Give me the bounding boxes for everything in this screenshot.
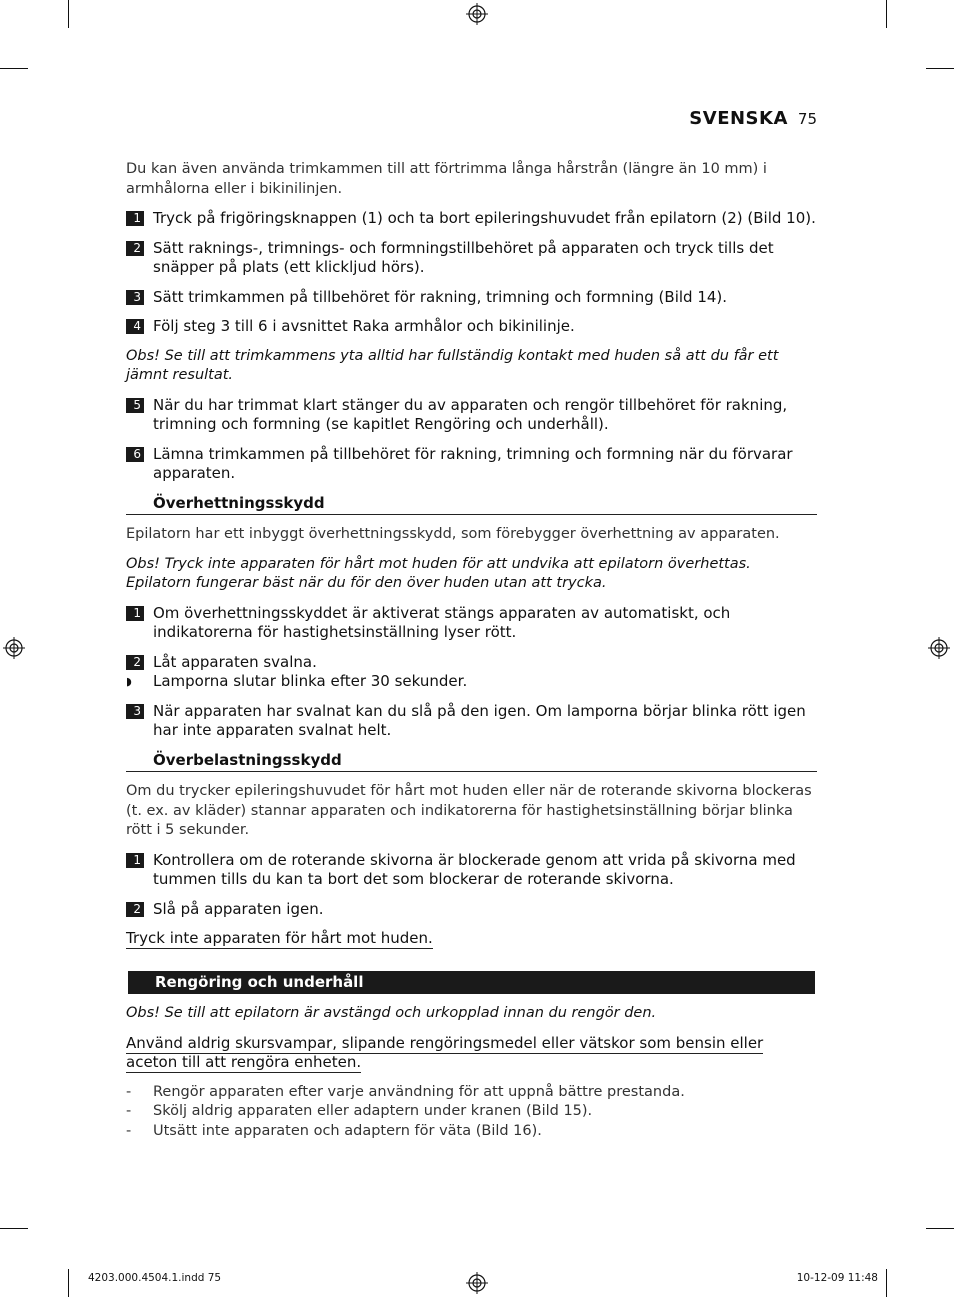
step-text: Tryck på frigöringsknappen (1) och ta bort epileringshuvudet från epilatorn (2) (Bild 10). — [153, 209, 816, 227]
step-text: Lämna trimkammen på tillbehöret för rakning, trimning och formning när du förvarar apparaten. — [153, 444, 793, 482]
dash-icon: - — [126, 1083, 132, 1100]
step — [126, 445, 817, 484]
step-text: Sätt trimkammen på tillbehöret för rakning, trimning och formning (Bild 14). — [153, 287, 728, 306]
step-text: Sätt raknings-, trimnings- och formningstillbehöret på apparaten och tryck tills det snäpper på plats (ett klickljud hörs). — [153, 238, 774, 276]
intro-paragraph: Du kan även använda trimkammen till att förtrimma långa hårstrån (längre än 10 mm) i armhålorna eller i bikinilinjen. — [126, 161, 767, 197]
step-text: När du har trimmat klart stänger du av apparaten och rengör tillbehöret för rakning, trimning och formning (se kapitlet Rengöring och underhåll). — [153, 395, 788, 433]
footer-date: 10-12-09 11:48 — [796, 1272, 878, 1284]
step-result — [126, 672, 817, 692]
language-label: SVENSKA — [689, 108, 788, 129]
result-marker-icon: ◗ — [126, 675, 132, 688]
step-text: Om överhettningsskyddet är aktiverat stängs apparaten av automatiskt, och indikatorerna för hastighetsinställning lyser rött. — [153, 603, 731, 641]
step — [126, 317, 817, 337]
warning-paragraph — [126, 929, 817, 949]
note: Obs! Se till att trimkammens yta alltid har fullständig kontakt med huden så att du får ett jämnt resultat. — [126, 347, 779, 383]
step-text: Låt apparaten svalna. — [153, 652, 317, 671]
crop-mark — [68, 0, 69, 28]
step-text: Kontrollera om de roterande skivorna är blockerade genom att vrida på skivorna med tummen tills du kan ta bort det som blockerar de roterande skivorna. — [153, 850, 796, 888]
crop-mark — [886, 1269, 887, 1297]
crop-mark — [0, 1228, 28, 1229]
note: Obs! Se till att epilatorn är avstängd och urkopplad innan du rengör den. — [126, 1005, 657, 1021]
step — [126, 851, 817, 890]
dash-icon: - — [126, 1103, 132, 1119]
list-item-text: Skölj aldrig apparaten eller adaptern under kranen (Bild 15). — [153, 1103, 593, 1119]
crop-mark — [0, 68, 28, 69]
overheat-paragraph: Epilatorn har ett inbyggt överhettningsskydd, som förebygger överhettning av apparaten. — [126, 526, 780, 542]
step-text: Följ steg 3 till 6 i avsnittet Raka armhålor och bikinilinje. — [153, 317, 575, 335]
step — [126, 900, 817, 920]
step — [126, 702, 817, 741]
step-number: 1 — [126, 853, 144, 868]
list-item — [126, 1102, 817, 1122]
warning-text: Använd aldrig skursvampar, slipande rengöringsmedel eller vätskor som bensin eller aceton till att rengöra enheten. — [126, 1033, 764, 1071]
step-number: 3 — [126, 704, 144, 719]
step — [126, 653, 817, 673]
list-item — [126, 1083, 817, 1103]
step-number: 5 — [126, 398, 144, 413]
page-number: 75 — [797, 110, 817, 128]
section-heading-overheat: Överhettningsskydd — [126, 494, 817, 516]
list-item-text: Utsätt inte apparaten och adaptern för väta (Bild 16). — [153, 1122, 542, 1139]
step-text: Slå på apparaten igen. — [153, 899, 324, 918]
crop-mark — [926, 68, 954, 69]
step-number: 2 — [126, 241, 144, 256]
step — [126, 604, 817, 643]
step — [126, 239, 817, 278]
section-heading-cleaning: Rengöring och underhåll — [128, 971, 815, 995]
step-text: När apparaten har svalnat kan du slå på den igen. Om lamporna börjar blinka rött igen har inte apparaten svalnat helt. — [153, 701, 806, 739]
crop-mark — [926, 1228, 954, 1229]
registration-mark-icon — [466, 1272, 488, 1294]
registration-mark-icon — [928, 637, 950, 659]
list-item — [126, 1122, 817, 1142]
step-number: 3 — [126, 290, 144, 305]
result-text: Lamporna slutar blinka efter 30 sekunder. — [153, 672, 468, 690]
crop-mark — [886, 0, 887, 28]
step — [126, 209, 817, 229]
crop-mark — [68, 1269, 69, 1297]
step-number: 4 — [126, 319, 144, 334]
step-number: 2 — [126, 902, 144, 917]
overload-paragraph: Om du trycker epileringshuvudet för hårt mot huden eller när de roterande skivorna blockeras (t. ex. av kläder) stannar apparaten och indikatorerna för hastighetsinställning börjar blinka rött i 5 sekunder. — [126, 783, 812, 838]
step-number: 1 — [126, 211, 144, 226]
step-number: 6 — [126, 447, 144, 462]
footer-file: 4203.000.4504.1.indd 75 — [88, 1272, 222, 1284]
step-number: 1 — [126, 606, 144, 621]
note: Obs! Tryck inte apparaten för hårt mot huden för att undvika att epilatorn överhettas. Epilatorn fungerar bäst när du för den över huden utan att trycka. — [126, 555, 751, 591]
section-heading-overload: Överbelastningsskydd — [126, 751, 817, 773]
registration-mark-icon — [466, 3, 488, 25]
list-item-text: Rengör apparaten efter varje användning för att uppnå bättre prestanda. — [153, 1083, 685, 1100]
step — [126, 288, 817, 308]
registration-mark-icon — [3, 637, 25, 659]
dash-icon: - — [126, 1122, 132, 1139]
warning-paragraph — [126, 1034, 817, 1073]
page-content — [126, 160, 817, 1141]
page-header — [689, 108, 817, 129]
step — [126, 396, 817, 435]
warning-text: Tryck inte apparaten för hårt mot huden. — [126, 929, 433, 947]
step-number: 2 — [126, 655, 144, 670]
